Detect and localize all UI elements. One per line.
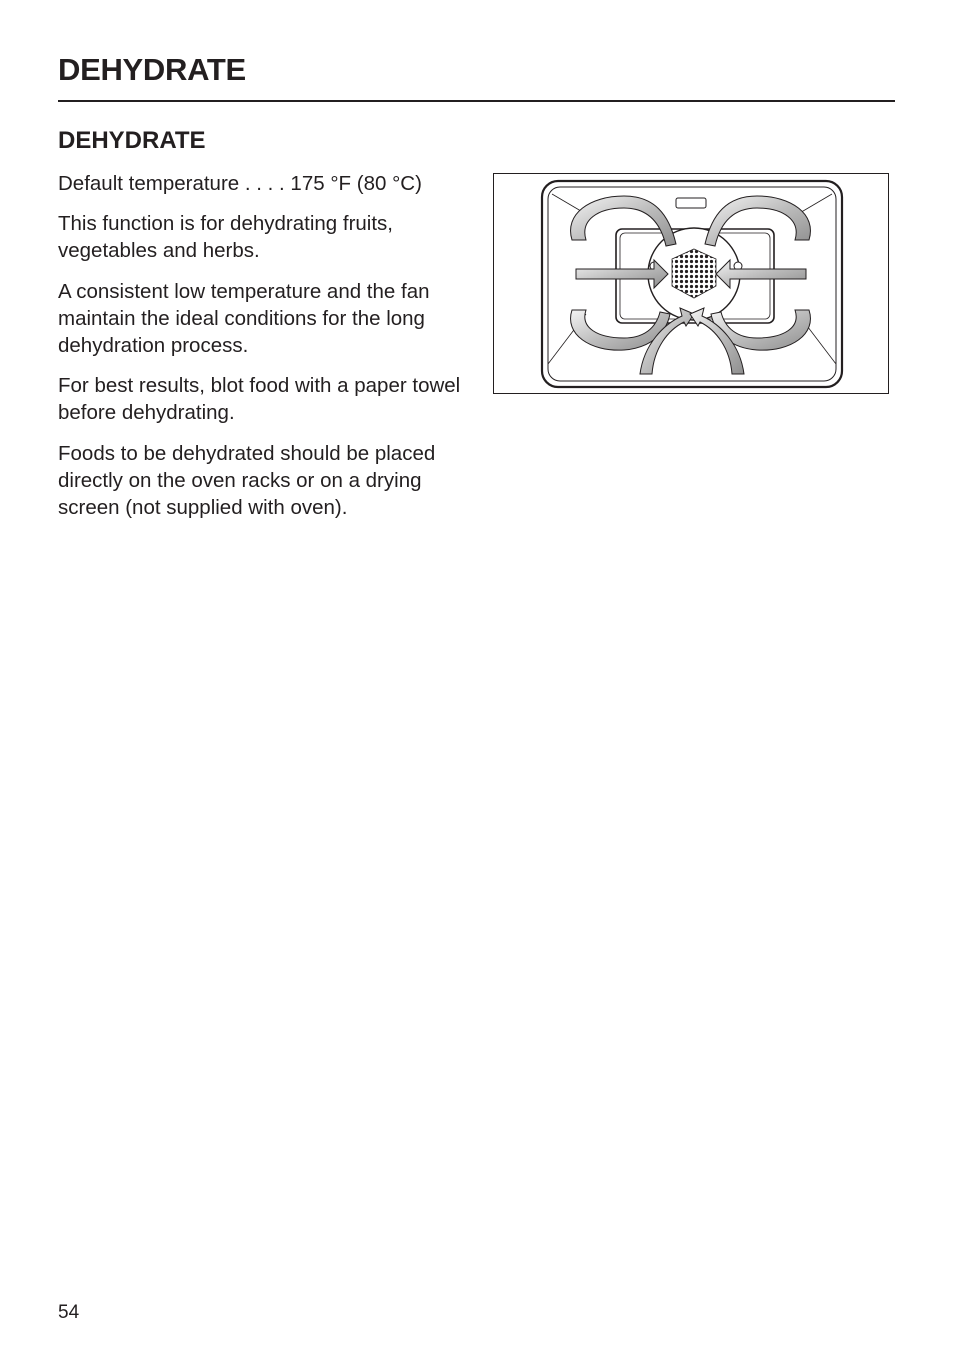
- body-text: [58, 170, 478, 534]
- page-number: 54: [58, 1302, 80, 1323]
- default-temperature-line: Default temperature . . . . 175 °F (80 °C): [58, 172, 422, 195]
- paragraph-conditions: A consistent low temperature and the fan maintain the ideal conditions for the long dehydration process.: [58, 279, 430, 358]
- paragraph-purpose: This function is for dehydrating fruits, vegetables and herbs.: [58, 212, 393, 263]
- oven-fan-airflow-illustration-icon: [494, 174, 887, 392]
- paragraph-placement: Foods to be dehydrated should be placed directly on the oven racks or on a drying screen (not supplied with oven).: [58, 441, 436, 520]
- page-header-title: DEHYDRATE: [58, 52, 246, 87]
- section-title: DEHYDRATE: [58, 127, 206, 154]
- header-divider: [58, 100, 895, 102]
- paragraph-best-results: For best results, blot food with a paper towel before dehydrating.: [58, 374, 461, 425]
- oven-airflow-figure: [493, 173, 889, 394]
